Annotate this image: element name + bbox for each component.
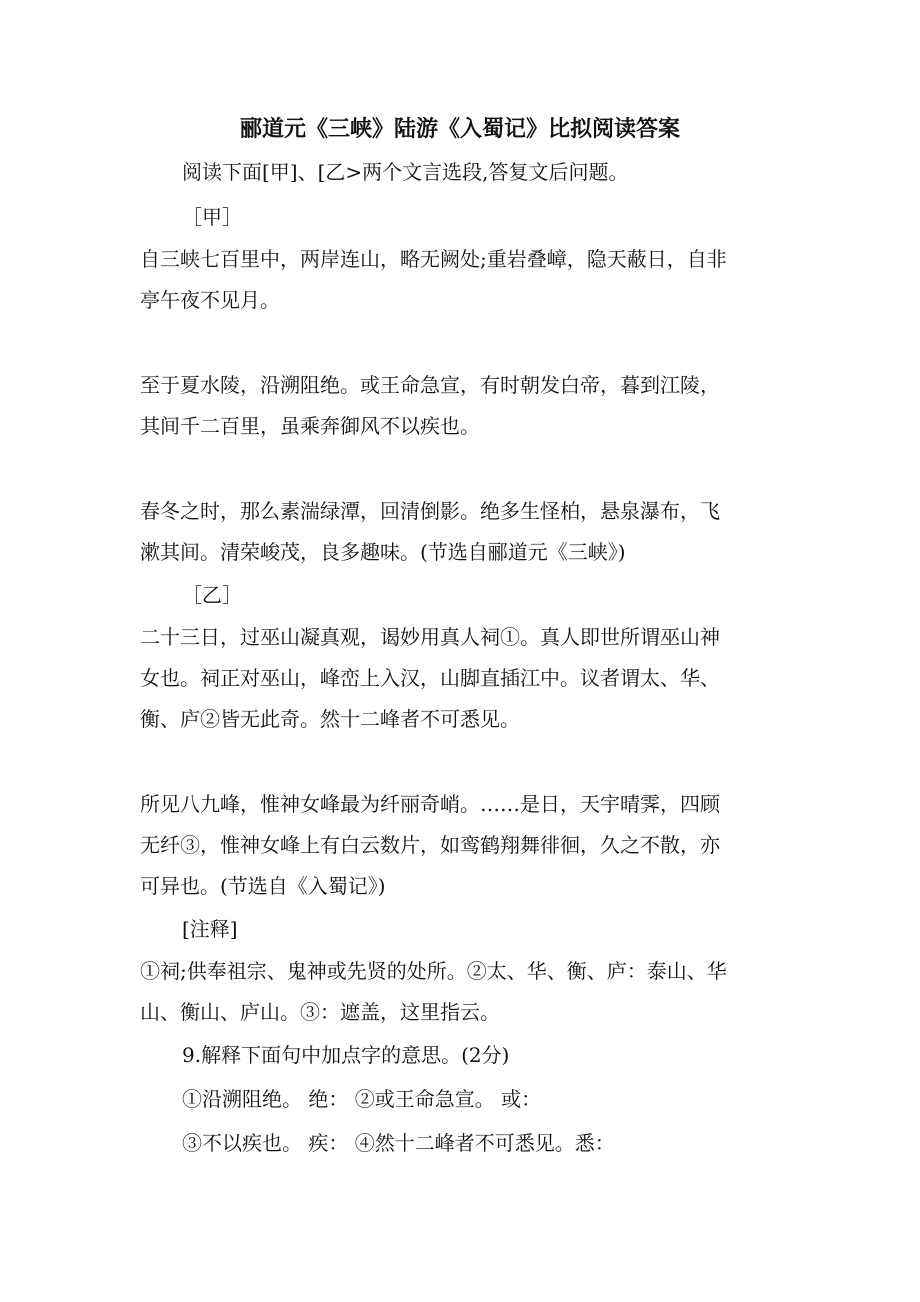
text-line: 至于夏水陵，沿溯阻绝。或王命急宣，有时朝发白帝，暮到江陵， <box>140 373 720 397</box>
question-prompt: 9.解释下面句中加点字的意思。(2分) <box>182 1043 510 1067</box>
text-line: 可异也。(节选自《入蜀记》) <box>140 874 386 898</box>
text-line: 衡、庐②皆无此奇。然十二峰者不可悉见。 <box>140 707 520 731</box>
question-item: ③不以疾也。 疾： ④然十二峰者不可悉见。悉： <box>182 1131 615 1155</box>
section-b-label: ［乙］ <box>182 583 242 607</box>
question-item: ①沿溯阻绝。 绝： ②或王命急宣。 或： <box>182 1087 542 1111</box>
text-line: 女也。祠正对巫山，峰峦上入汉，山脚直插江中。议者谓太、华、 <box>140 666 720 690</box>
text-line: 无纤③，惟神女峰上有白云数片，如鸾鹤翔舞徘徊，久之不散，亦 <box>140 833 720 857</box>
notes-line: ①祠;供奉祖宗、鬼神或先贤的处所。②太、华、衡、庐：泰山、华 <box>140 959 727 983</box>
notes-label: [注释] <box>182 917 238 941</box>
intro-line: 阅读下面[甲]、[乙>两个文言选段,答复文后问题。 <box>182 160 629 184</box>
text-line: 春冬之时，那么素湍绿潭，回清倒影。绝多生怪柏，悬泉瀑布，飞 <box>140 499 720 523</box>
section-a-label: ［甲］ <box>182 205 242 229</box>
document-title: 郦道元《三峡》陆游《入蜀记》比拟阅读答案 <box>239 116 680 142</box>
text-line: 亭午夜不见月。 <box>140 288 280 312</box>
text-line: 漱其间。清荣峻茂，良多趣味。(节选自郦道元《三峡》) <box>140 540 626 564</box>
text-line: 自三峡七百里中，两岸连山，略无阙处;重岩叠嶂，隐天蔽日，自非 <box>140 247 727 271</box>
text-line: 所见八九峰，惟神女峰最为纤丽奇峭。……是日，天宇晴霁，四顾 <box>140 792 720 816</box>
text-line: 其间千二百里，虽乘奔御风不以疾也。 <box>140 414 480 438</box>
notes-line: 山、衡山、庐山。③：遮盖，这里指云。 <box>140 1000 500 1024</box>
text-line: 二十三日，过巫山凝真观，谒妙用真人祠①。真人即世所谓巫山神 <box>140 625 720 649</box>
